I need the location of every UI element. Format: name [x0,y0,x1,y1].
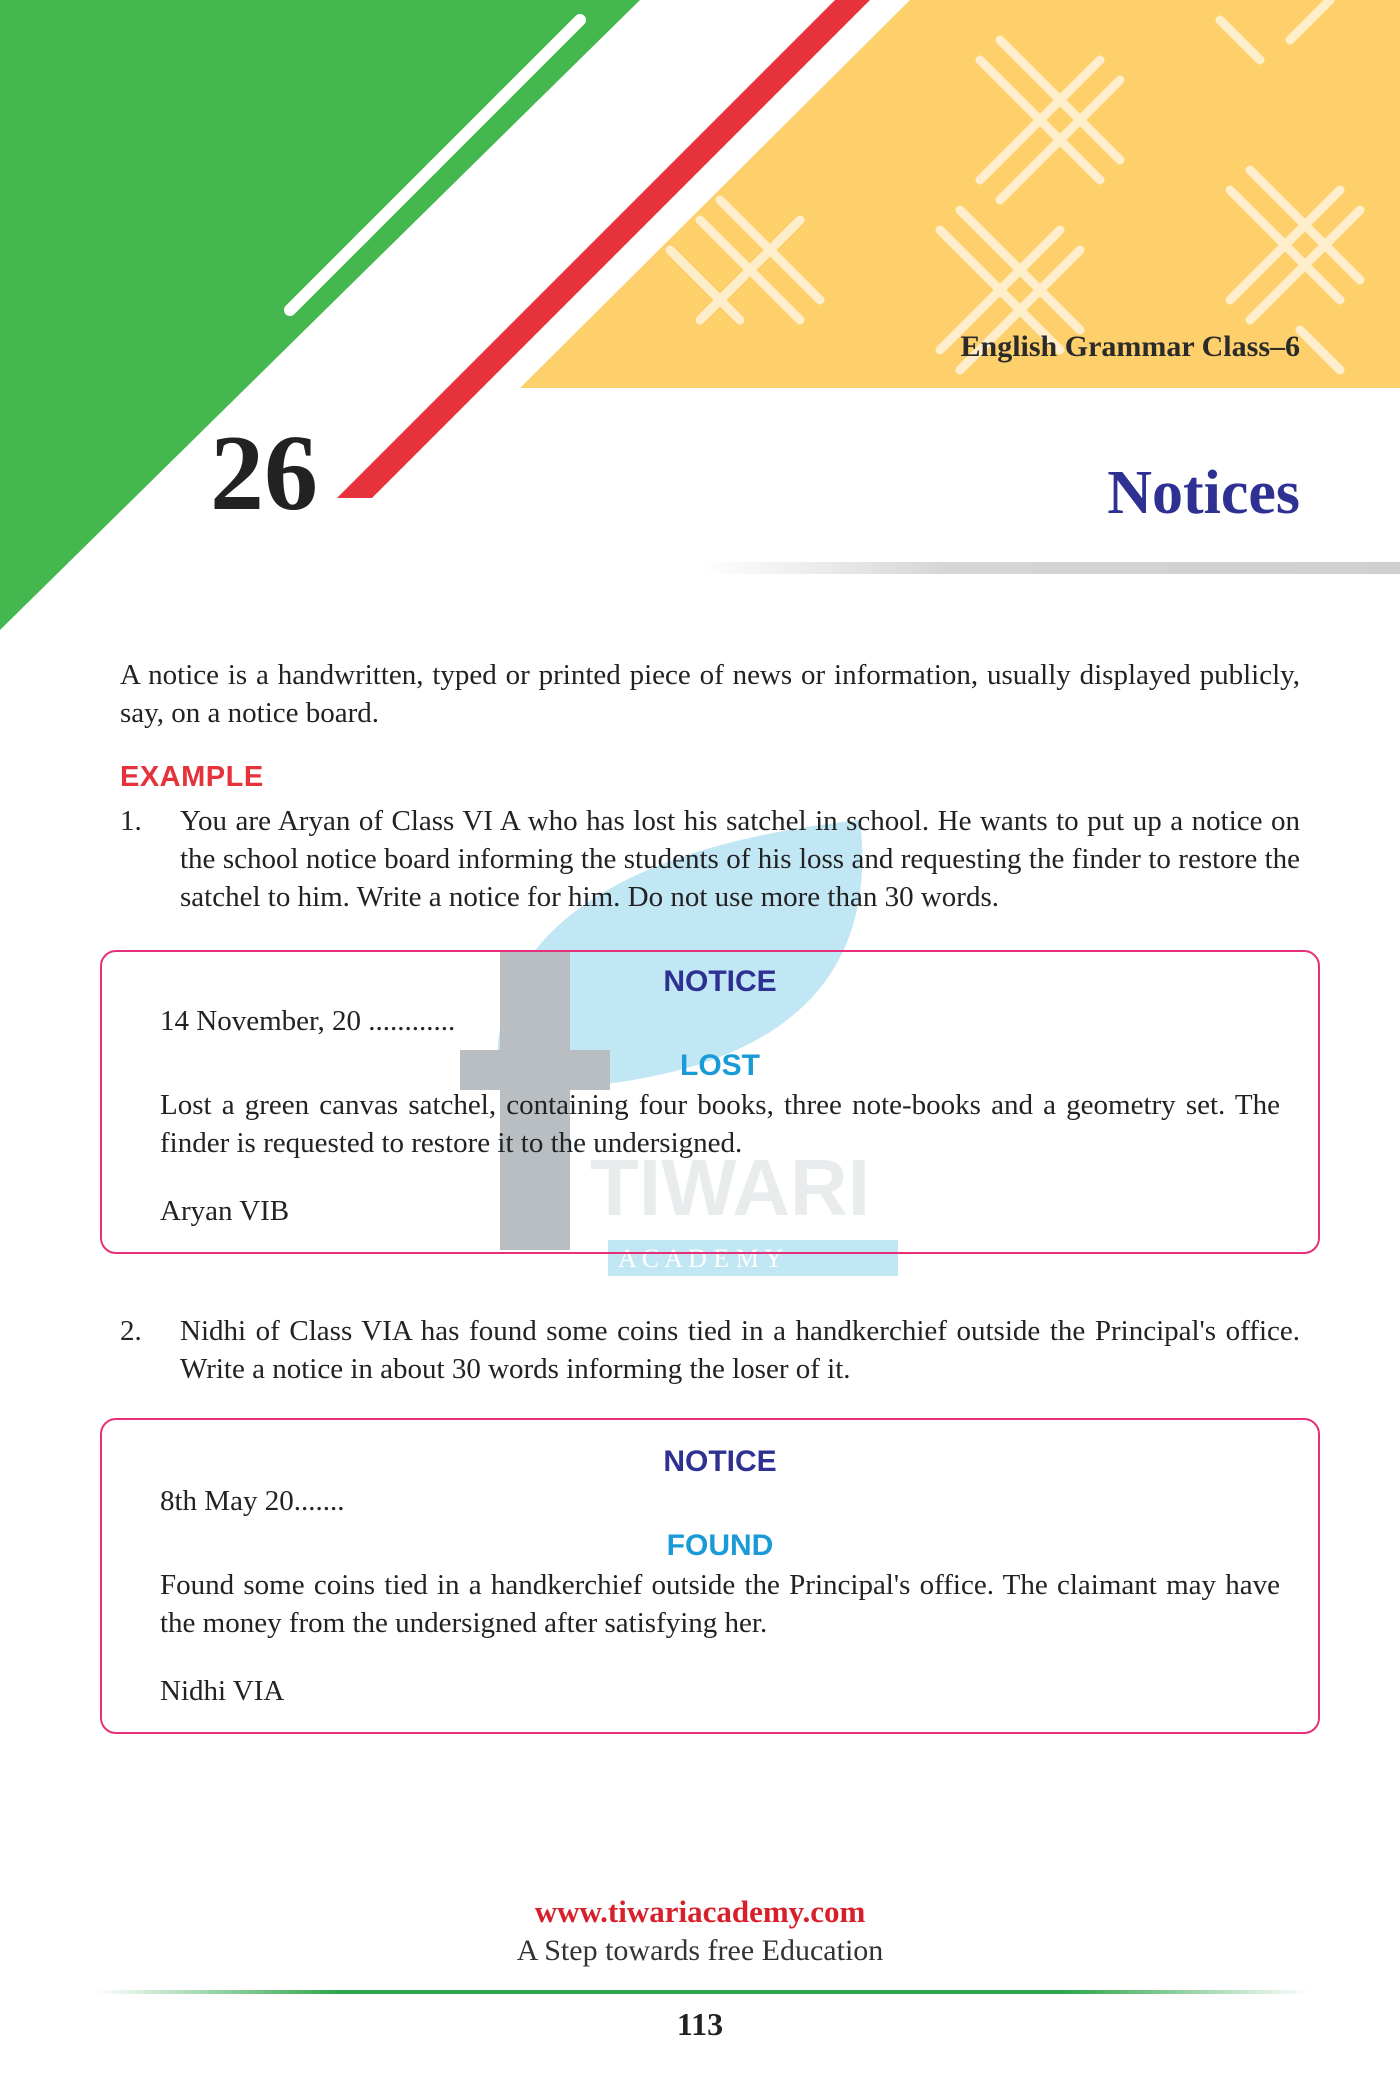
series-label: English Grammar Class–6 [960,330,1300,363]
example-heading: EXAMPLE [120,761,264,793]
question-2 [120,1312,1300,1388]
notice-signature: Aryan VIB [160,1195,290,1227]
watermark-brand: TIWARI [590,1143,870,1232]
watermark-sub: A C A D E M Y [618,1244,784,1273]
notice-subheading: FOUND [666,1529,774,1562]
notice-signature: Nidhi VIA [160,1675,285,1707]
question-text: You are Aryan of Class VI A who has lost his satchel in school. He wants to put up a notice on the school notice board informing the students of his loss and requesting the finder to restore the satchel to him. Write a notice for him. Do not use more than 30 words. [180,805,1300,913]
notice-subheading: LOST [680,1049,760,1082]
question-number: 2. [120,1315,142,1347]
page-number: 113 [676,2006,724,2042]
chapter-title: Notices [1107,459,1300,527]
chapter-number: 26 [210,414,318,533]
footer-url-link[interactable]: www.tiwariacademy.com [534,1894,866,1929]
question-1 [120,802,1300,916]
footer-tagline: A Step towards free Education [516,1934,884,1967]
notice-box-lost [100,950,1320,1254]
notice-box-found [100,1418,1320,1734]
notice-heading: NOTICE [663,965,777,998]
notice-date: 14 November, 20 ............ [160,1005,456,1037]
title-rule [700,562,1400,574]
notice-date: 8th May 20....... [160,1485,345,1517]
main-content [120,656,1300,1734]
notice-heading: NOTICE [663,1445,777,1478]
intro-paragraph: A notice is a handwritten, typed or printed piece of news or information, usually displayed publicly, say, on a notice board. [120,659,1300,729]
question-number: 1. [120,805,142,837]
header-decoration [0,0,1400,640]
notice-body: Lost a green canvas satchel, containing four books, three note-books and a geometry set. The finder is requested to restore it to the undersigned. [160,1089,1280,1159]
notice-body: Found some coins tied in a handkerchief outside the Principal's office. The claimant may have the money from the undersigned after satisfying her. [160,1569,1280,1639]
footer-rule [95,1990,1310,1994]
question-text: Nidhi of Class VIA has found some coins tied in a handkerchief outside the Principal's office. Write a notice in about 30 words informing the loser of it. [180,1315,1300,1385]
